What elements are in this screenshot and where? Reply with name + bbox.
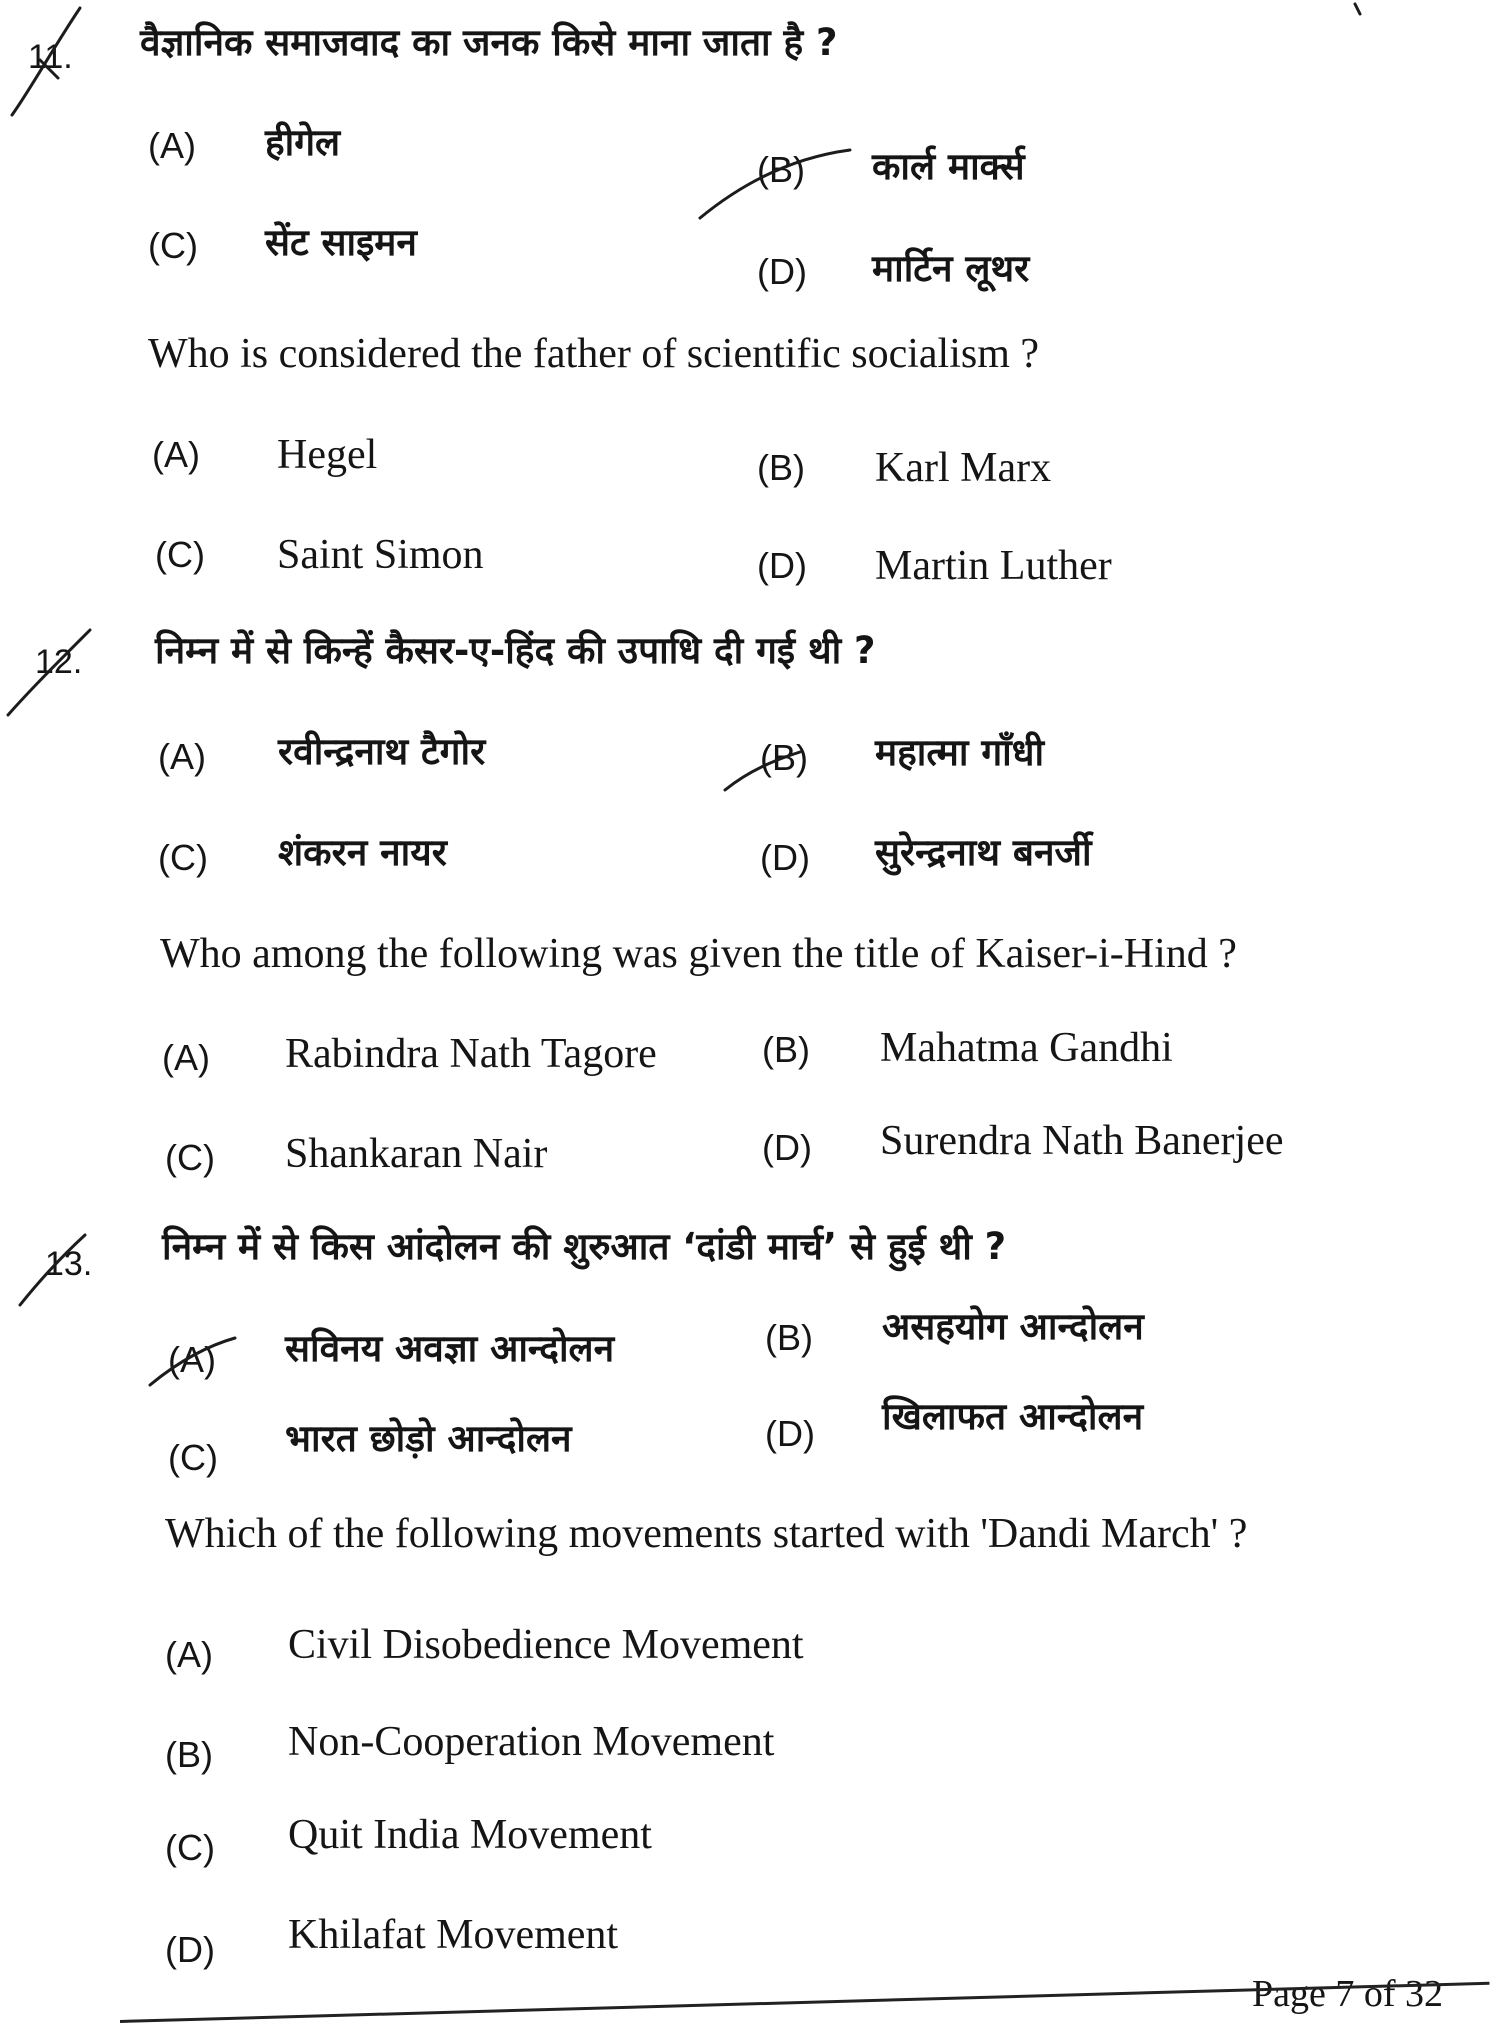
option-text: कार्ल मार्क्स bbox=[872, 145, 1025, 188]
option-text: Khilafat Movement bbox=[288, 1912, 619, 1958]
option-text: Civil Disobedience Movement bbox=[288, 1622, 804, 1668]
option-text: Hegel bbox=[277, 432, 378, 478]
option-text: Martin Luther bbox=[875, 543, 1112, 589]
answer-mark-q12 bbox=[725, 752, 800, 790]
page-number: Page 7 of 32 bbox=[1252, 1973, 1444, 2015]
option-label: (C) bbox=[165, 1137, 215, 1178]
option-label: (C) bbox=[158, 837, 208, 878]
question-text-hindi: निम्न में से किन्हें कैसर-ए-हिंद की उपाधि दी गई थी ? bbox=[155, 629, 876, 672]
option-text: सेंट साइमन bbox=[265, 221, 417, 264]
option-text: Quit India Movement bbox=[288, 1812, 652, 1858]
option-label: (C) bbox=[155, 534, 205, 575]
answer-mark-q13 bbox=[150, 1338, 235, 1385]
tick-mark-q12 bbox=[8, 630, 90, 715]
option-text: भारत छोड़ो आन्दोलन bbox=[285, 1417, 572, 1460]
question-text-english: Which of the following movements started with 'Dandi March' ? bbox=[165, 1511, 1248, 1557]
option-text: मार्टिन लूथर bbox=[872, 247, 1030, 290]
option-text: सुरेन्द्रनाथ बनर्जी bbox=[875, 831, 1092, 874]
option-label: (A) bbox=[165, 1634, 213, 1675]
stray-mark-top bbox=[1355, 4, 1360, 14]
option-label: (A) bbox=[152, 434, 200, 475]
option-label: (D) bbox=[762, 1127, 812, 1168]
option-text: हीगेल bbox=[265, 121, 341, 164]
option-label: (C) bbox=[148, 225, 198, 266]
option-label: (D) bbox=[757, 251, 807, 292]
question-text-hindi: वैज्ञानिक समाजवाद का जनक किसे माना जाता है ? bbox=[140, 21, 838, 64]
option-text: Mahatma Gandhi bbox=[880, 1025, 1173, 1071]
option-text: Shankaran Nair bbox=[285, 1131, 548, 1177]
option-label: (D) bbox=[765, 1413, 815, 1454]
option-label: (D) bbox=[165, 1929, 215, 1970]
option-label: (D) bbox=[757, 545, 807, 586]
tick-mark-q13 bbox=[20, 1235, 85, 1305]
option-text: रवीन्द्रनाथ टैगोर bbox=[278, 730, 486, 773]
option-text: Karl Marx bbox=[875, 445, 1052, 491]
option-label: (B) bbox=[757, 149, 805, 190]
question-text-english: Who is considered the father of scientific socialism ? bbox=[148, 331, 1040, 377]
option-label: (A) bbox=[148, 125, 196, 166]
option-label: (A) bbox=[168, 1339, 216, 1380]
option-text: शंकरन नायर bbox=[278, 831, 447, 874]
option-label: (B) bbox=[165, 1734, 213, 1775]
option-label: (B) bbox=[760, 737, 808, 778]
option-label: (A) bbox=[158, 736, 206, 777]
option-label: (C) bbox=[168, 1437, 218, 1478]
option-text: Saint Simon bbox=[277, 532, 484, 578]
option-text: खिलाफत आन्दोलन bbox=[882, 1395, 1144, 1438]
option-text: Rabindra Nath Tagore bbox=[285, 1031, 657, 1077]
tick-mark-q11 bbox=[12, 8, 80, 115]
option-text: Surendra Nath Banerjee bbox=[880, 1118, 1284, 1164]
question-number: 13. bbox=[45, 1245, 93, 1283]
answer-mark-q11 bbox=[700, 150, 850, 218]
option-label: (B) bbox=[762, 1029, 810, 1070]
option-text: महात्मा गाँधी bbox=[875, 731, 1045, 774]
option-label: (D) bbox=[760, 837, 810, 878]
option-label: (C) bbox=[165, 1827, 215, 1868]
option-text: असहयोग आन्दोलन bbox=[882, 1305, 1144, 1348]
option-text: सविनय अवज्ञा आन्दोलन bbox=[285, 1327, 615, 1370]
option-text: Non-Cooperation Movement bbox=[288, 1719, 775, 1765]
question-number: 11. bbox=[28, 38, 73, 76]
question-text-hindi: निम्न में से किस आंदोलन की शुरुआत ‘दांडी मार्च’ से हुई थी ? bbox=[162, 1225, 1007, 1268]
question-number: 12. bbox=[35, 643, 83, 681]
option-label: (B) bbox=[765, 1317, 813, 1358]
option-label: (A) bbox=[162, 1037, 210, 1078]
question-text-english: Who among the following was given the title of Kaiser-i-Hind ? bbox=[160, 931, 1237, 977]
option-label: (B) bbox=[757, 447, 805, 488]
